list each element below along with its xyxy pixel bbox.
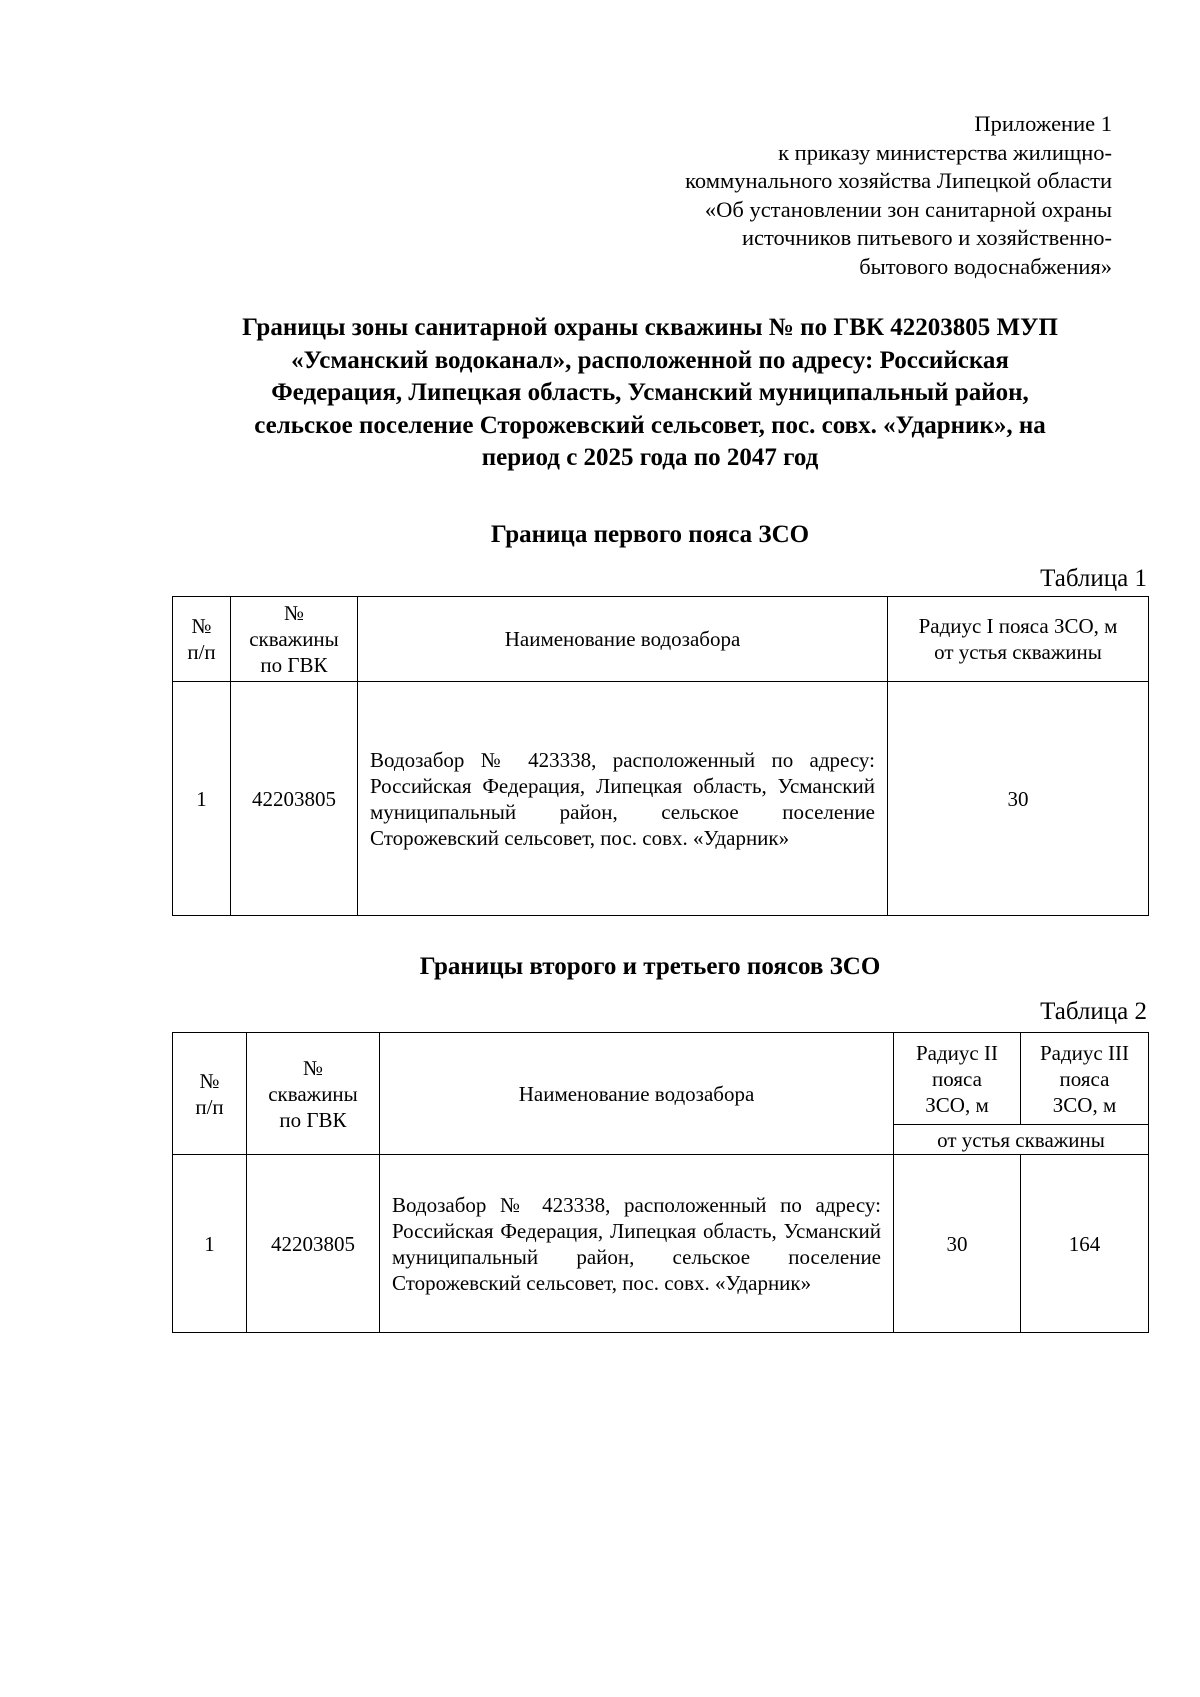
title-line: сельское поселение Сторожевский сельсовет, пос. совх. «Ударник», на [254,411,1046,439]
appendix-line: «Об установлении зон санитарной охраны [704,196,1112,222]
cell-well: 42203805 [231,682,358,916]
header-well: № скважины по ГВК [231,597,358,682]
table-row [173,682,1149,916]
table2-label: Таблица 2 [1040,998,1147,1025]
section2-title: Границы второго и третьего поясов ЗСО [419,953,881,980]
appendix-line: коммунального хозяйства Липецкой области [685,168,1112,193]
cell-well: 42203805 [247,1155,380,1333]
header-num: № п/п [173,1033,247,1155]
title-line: Федерация, Липецкая область, Усманский муниципальный район, [271,379,1029,406]
cell-radius3: 164 [1021,1155,1149,1333]
cell-name: Водозабор № 423338, расположенный по адресу: Российская Федерация, Липецкая область, Усманский муниципальный район, сельское поселение Сторожевский сельсовет, пос. совх. «Ударник» [358,682,888,916]
table2 [172,1032,1149,1333]
header-radius2: Радиус II пояса ЗСО, м [894,1033,1021,1125]
cell-num: 1 [173,682,231,916]
title-line: Границы зоны санитарной охраны скважины № по ГВК 42203805 МУП [242,314,1058,341]
table2-header-row [173,1033,1149,1125]
cell-radius: 30 [888,682,1149,916]
appendix-line: бытового водоснабжения» [859,253,1112,279]
appendix-line: Приложение 1 [974,111,1112,136]
header-num: № п/п [173,597,231,682]
title-line: «Усманский водоканал», расположенной по адресу: Российская [291,346,1009,374]
table1-header-row [173,597,1149,682]
table-row [173,1155,1149,1333]
cell-name: Водозабор № 423338, расположенный по адресу: Российская Федерация, Липецкая область, Усманский муниципальный район, сельское поселение Сторожевский сельсовет, пос. совх. «Ударник» [380,1155,894,1333]
title-line: период с 2025 года по 2047 год [481,444,819,471]
header-radius: Радиус I пояса ЗСО, м от устья скважины [888,597,1149,682]
table1-label: Таблица 1 [1040,565,1147,592]
header-name: Наименование водозабора [380,1033,894,1155]
appendix-header [685,110,1112,281]
document-title [150,312,1150,475]
cell-num: 1 [173,1155,247,1333]
cell-radius2: 30 [894,1155,1021,1333]
header-well: № скважины по ГВК [247,1033,380,1155]
header-name: Наименование водозабора [358,597,888,682]
header-from-mouth: от устья скважины [894,1125,1149,1155]
appendix-line: к приказу министерства жилищно- [778,139,1112,165]
appendix-line: источников питьевого и хозяйственно- [741,225,1112,250]
table1 [172,596,1149,916]
section1-title: Граница первого пояса ЗСО [490,521,810,548]
header-radius3: Радиус III пояса ЗСО, м [1021,1033,1149,1125]
